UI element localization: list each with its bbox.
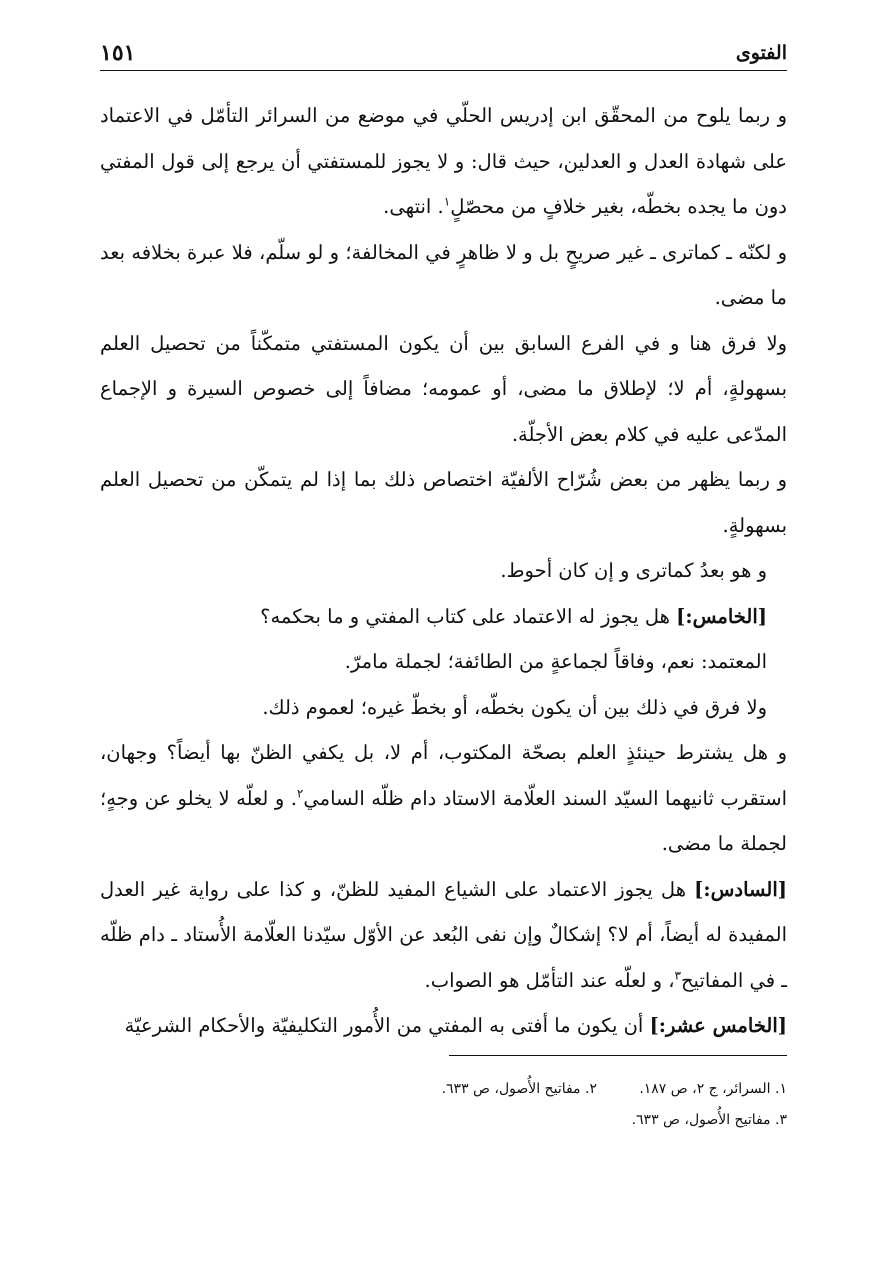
paragraph bbox=[100, 730, 787, 867]
paragraph-text: هل يجوز له الاعتماد على كتاب المفتي و ما بحكمه؟ bbox=[260, 604, 677, 628]
running-title: الفتوى bbox=[735, 42, 787, 64]
paragraph-text: هل يجوز الاعتماد على الشياع المفيد للظنّ، و كذا على رواية غير العدل المفيدة له أيضاً، أم لا؟ إشكالٌ وإن نفى البُعد عن الأوّل سيّدنا العلّامة الأُستاد ـ دام ظلّه ـ في المفاتيح bbox=[100, 877, 787, 992]
footnote-row bbox=[260, 1105, 787, 1136]
section-label: [السادس:] bbox=[694, 877, 787, 901]
paragraph bbox=[100, 594, 787, 640]
paragraph-text: و هو بعدُ كماترى و إن كان أحوط. bbox=[500, 559, 767, 582]
paragraph bbox=[100, 639, 787, 685]
paragraph bbox=[100, 457, 787, 548]
footnote-reference: ٢ bbox=[296, 786, 304, 800]
paragraph-text: ولا فرق في ذلك بين أن يكون بخطّه، أو بخطّ غيره؛ لعموم ذلك. bbox=[262, 695, 767, 719]
paragraph bbox=[100, 230, 787, 321]
paragraph-text-after-note: . و لعلّه لا يخلو عن وجهٍ؛ لجملة ما مضى. bbox=[100, 786, 787, 855]
paragraph-text: و ربما يظهر من بعض شُرّاح الألفيّة اختصاص ذلك بما إذا لم يتمكّن من تحصيل العلم بسهولةٍ. bbox=[100, 468, 787, 537]
paragraph-text: أن يكون ما أفتى به المفتي من الأُمور التكليفيّة والأحكام الشرعيّة bbox=[124, 1014, 650, 1037]
paragraph-text: ولا فرق هنا و في الفرع السابق بين أن يكون المستفتي متمكّناً من تحصيل العلم بسهولةٍ، أم لا؛ لإطلاق ما مضى، أو عمومه؛ مضافاً إلى خصوص السيرة و الإجماع المدّعى عليه في كلام بعض الأجلّة. bbox=[100, 331, 787, 446]
running-header bbox=[100, 32, 787, 71]
paragraph bbox=[100, 548, 787, 594]
footnote: ٢. مفاتيح الأُصول، ص ٦٣٣. bbox=[441, 1081, 597, 1097]
footnotes bbox=[260, 1074, 787, 1136]
body-text bbox=[100, 93, 787, 1049]
footnote-separator bbox=[449, 1055, 787, 1056]
paragraph-text: و لكنّه ـ كماترى ـ غير صريحٍ بل و لا ظاهرٍ في المخالفة؛ و لو سلّم، فلا عبرة بخلافه بعد ما مضى. bbox=[100, 240, 787, 309]
paragraph-text-after-note: . انتهى. bbox=[383, 195, 444, 218]
paragraph-text: المعتمد: نعم، وفاقاً لجماعةٍ من الطائفة؛ لجملة مامرّ. bbox=[344, 650, 767, 673]
paragraph bbox=[100, 685, 787, 731]
section-label: [الخامس:] bbox=[676, 604, 767, 628]
footnote: ١. السرائر، ج ٢، ص ١٨٧. bbox=[639, 1081, 787, 1097]
paragraph bbox=[100, 1003, 787, 1049]
footnote: ٣. مفاتيح الأُصول، ص ٦٣٣. bbox=[631, 1112, 787, 1128]
footnote-reference: ١ bbox=[443, 194, 451, 209]
paragraph-text-after-note: ، و لعلّه عند التأمّل هو الصواب. bbox=[424, 968, 675, 992]
paragraph bbox=[100, 321, 787, 458]
page-number: ١٥١ bbox=[100, 40, 136, 66]
paragraph-text: و هل يشترط حينئذٍ العلم بصحّة المكتوب، أم لا، بل يكفي الظنّ بها أيضاً؟ وجهان، استقرب ثانيهما السيّد السند العلّامة الاستاد دام ظلّه السامي bbox=[100, 741, 788, 810]
paragraph bbox=[100, 93, 787, 230]
paragraph-text: و ربما يلوح من المحقّق ابن إدريس الحلّي في موضع من السرائر التأمّل في الاعتماد على شهادة العدل و العدلين، حيث قال: و لا يجوز للمستفتي أن يرجع إلى قول المفتي دون ما يجده بخطّه، بغير خلافٍ من محصّلٍ bbox=[100, 104, 787, 218]
paragraph bbox=[100, 867, 787, 1004]
footnote-row bbox=[260, 1074, 787, 1105]
section-label: [الخامس عشر:] bbox=[649, 1014, 787, 1037]
footnote-reference: ٣ bbox=[674, 968, 681, 982]
